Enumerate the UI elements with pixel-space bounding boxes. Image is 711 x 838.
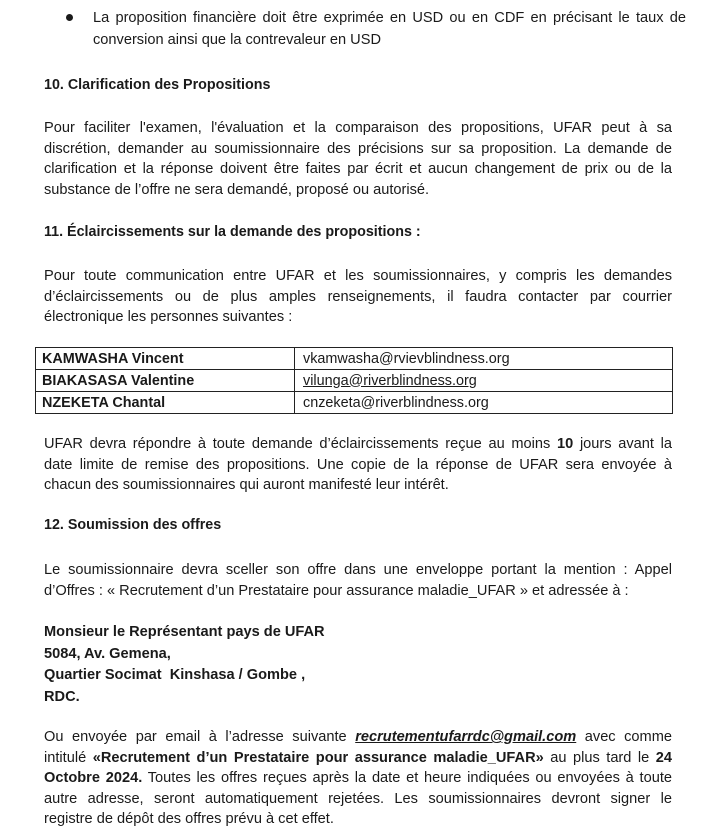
text-run: Ou envoyée par email à l’adresse suivante (44, 729, 347, 745)
text-run: intitulé (44, 749, 87, 766)
section-12-paragraph (44, 560, 672, 601)
paragraph-line: autre adresse, seront automatiquement rejetées. Les soumissionnaires devront signer le (44, 790, 672, 807)
paragraph-line: clarification et la réponse doivent être faites par écrit et aucun changement de prix ou de la (44, 161, 672, 178)
tender-title: «Recrutement d’un Prestataire pour assurance maladie_UFAR» (92, 749, 544, 766)
submission-email-link[interactable]: recrutementufarrdc@gmail.com (355, 729, 577, 745)
deadline-month-year: Octobre 2024. (44, 770, 143, 787)
section-12-email-paragraph (44, 727, 672, 830)
postal-address (44, 622, 325, 708)
deadline-day: 24 (655, 749, 673, 766)
section-10-heading: 10. Clarification des Propositions (44, 77, 271, 93)
contact-name: NZEKETA Chantal (36, 392, 295, 414)
paragraph-line: date limite de remise des propositions. Une copie de la réponse de UFAR sera envoyée à (44, 456, 672, 473)
section-10-paragraph (44, 118, 672, 200)
section-12-heading: 12. Soumission des offres (44, 517, 222, 533)
text-run: jours avant la (579, 436, 672, 452)
bullet-dot-icon (66, 14, 73, 21)
contacts-table (35, 347, 673, 414)
contact-name: KAMWASHA Vincent (36, 348, 295, 370)
table-row (36, 392, 673, 414)
bullet-line: conversion ainsi que la contrevaleur en USD (93, 31, 381, 48)
text-run: UFAR devra répondre à toute demande d’éclaircissements reçue au moins (44, 436, 551, 452)
paragraph-line: registre de dépôt des offres prévu à cet effet. (44, 811, 334, 828)
paragraph-line: chacun des soumissionnaires qui auront manifesté leur intérêt. (44, 477, 449, 494)
paragraph-line: Pour faciliter l'examen, l'évaluation et la comparaison des propositions, UFAR peut à sa (44, 120, 672, 136)
table-row (36, 348, 673, 370)
paragraph-line: Le soumissionnaire devra sceller son offre dans une enveloppe portant la mention : Appel (44, 562, 672, 578)
text-run: avec comme (584, 729, 672, 745)
contact-name: BIAKASASA Valentine (36, 370, 295, 392)
bullet-item (66, 8, 686, 51)
contact-email-link[interactable]: vilunga@riverblindness.org (303, 372, 477, 389)
bullet-line: La proposition financière doit être exprimée en USD ou en CDF en précisant le taux de (93, 10, 686, 26)
address-line: RDC. (44, 688, 80, 705)
paragraph-line: d’Offres : « Recrutement d’un Prestataire pour assurance maladie_UFAR » et adressée à : (44, 582, 629, 599)
bullet-text (93, 8, 686, 51)
section-11-heading: 11. Éclaircissements sur la demande des propositions : (44, 224, 421, 240)
table-row (36, 370, 673, 392)
address-line: 5084, Av. Gemena, (44, 645, 171, 662)
paragraph-line: substance de l’offre ne sera demandé, proposé ou autorisé. (44, 181, 430, 198)
paragraph-line (44, 748, 672, 769)
paragraph-line (44, 727, 672, 748)
paragraph-line: d’éclaircissements ou de plus amples renseignements, il faudra contacter par courrier (44, 288, 672, 305)
section-11-followup (44, 434, 672, 496)
contact-email[interactable]: cnzeketa@riverblindness.org (295, 392, 673, 414)
address-line: Monsieur le Représentant pays de UFAR (44, 624, 325, 640)
contact-email[interactable]: vkamwasha@rvievblindness.org (295, 348, 673, 370)
paragraph-line: discrétion, demander au soumissionnaire des précisions sur sa proposition. La demande de (44, 140, 672, 157)
paragraph-line: Pour toute communication entre UFAR et les soumissionnaires, y compris les demandes (44, 268, 672, 284)
text-run: Toutes les offres reçues après la date et heure indiquées ou envoyées à toute (147, 770, 672, 787)
section-11-paragraph (44, 266, 672, 328)
contact-email[interactable] (295, 370, 673, 392)
text-run: au plus tard le (550, 749, 650, 766)
address-line: Quartier Socimat Kinshasa / Gombe , (44, 667, 306, 683)
days-count: 10 (557, 436, 574, 452)
paragraph-line (44, 768, 672, 789)
paragraph-line (44, 434, 672, 455)
paragraph-line: électronique les personnes suivantes : (44, 309, 293, 326)
